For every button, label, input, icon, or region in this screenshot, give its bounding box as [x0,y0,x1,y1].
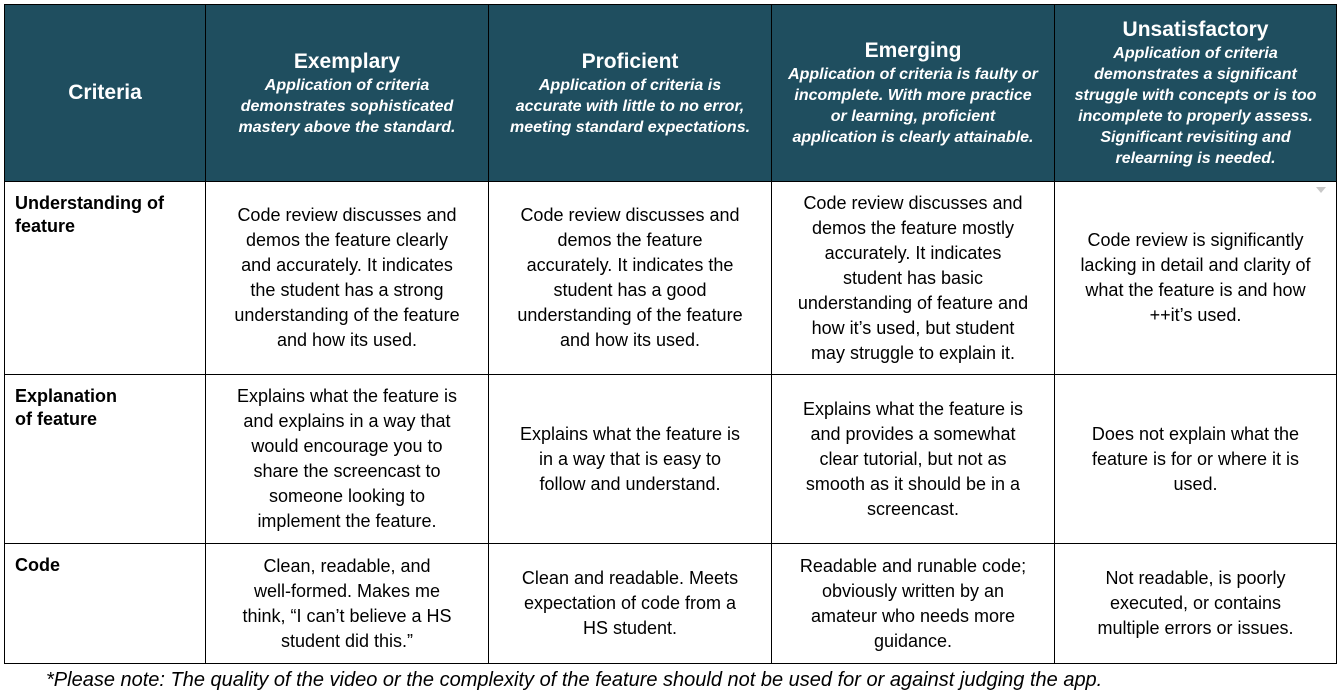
rubric-cell-emerging [772,544,1055,664]
rubric-row-code [5,544,1337,664]
dropdown-arrow-icon[interactable] [1316,187,1326,193]
level-header-proficient [489,5,772,182]
criterion-cell [5,182,206,375]
cell-text: Explains what the feature is in a way that is easy to follow and understand. [519,423,741,494]
level-header-unsatisfactory [1055,5,1337,182]
cell-text: Clean, readable, and well-formed. Makes me think, “I can’t believe a HS student did this.” [242,555,452,651]
level-description: Application of criteria demonstrates sophisticated mastery above the standard. [238,76,456,136]
criterion-cell [5,544,206,664]
cell-text: Does not explain what the feature is for or where it is used. [1091,423,1300,494]
level-title: Emerging [864,39,962,62]
rubric-cell-exemplary [206,544,489,664]
rubric-cell-unsatisfactory [1055,375,1337,544]
rubric-cell-unsatisfactory [1055,544,1337,664]
rubric-cell-exemplary [206,375,489,544]
level-title: Exemplary [293,49,401,73]
level-description: Application of criteria is accurate with little to no error, meeting standard expectations. [509,76,751,136]
cell-text: Explains what the feature is and provides a somewhat clear tutorial, but not as smooth as it should be in a screencast. [802,398,1024,519]
criterion-label: Code [15,555,60,575]
criterion-cell [5,375,206,544]
footnote: *Please note: The quality of the video or the complexity of the feature should not be used for or against judging the app. [46,669,1103,691]
criterion-label: Explanation of feature [15,386,118,429]
rubric-cell-unsatisfactory [1055,182,1337,375]
criteria-header [5,5,206,182]
level-title: Proficient [581,49,679,73]
cell-text: Code review discusses and demos the feature mostly accurately. It indicates student has basic understanding of feature and how it’s used, but student may struggle to explain it. [797,192,1029,363]
rubric-cell-proficient [489,182,772,375]
rubric-table [4,4,1337,664]
cell-text: Code review discusses and demos the feature accurately. It indicates the student has a good understanding of the feature and how its used. [517,205,743,350]
rubric-cell-proficient [489,544,772,664]
level-description: Application of criteria is faulty or incomplete. With more practice or learning, proficient application is clearly attainable. [788,66,1038,146]
cell-text: Explains what the feature is and explains in a way that would encourage you to share the screencast to someone looking to implement the feature. [236,386,458,531]
rubric-cell-emerging [772,182,1055,375]
cell-text: Code review discusses and demos the feature clearly and accurately. It indicates the student has a strong understanding of the feature and how its used. [234,205,460,350]
cell-text: Not readable, is poorly executed, or contains multiple errors or issues. [1097,568,1294,638]
criteria-header-label: Criteria [68,81,142,104]
cell-text: Clean and readable. Meets expectation of code from a HS student. [521,568,739,638]
rubric-cell-exemplary [206,182,489,375]
cell-text: Code review is significantly lacking in detail and clarity of what the feature is and how ++it’s used. [1080,230,1311,325]
level-header-emerging [772,5,1055,182]
level-header-exemplary [206,5,489,182]
level-description: Application of criteria demonstrates a significant struggle with concepts or is too incomplete to properly assess. Significant revisiting and relearning is needed. [1074,45,1317,167]
header-row [5,5,1337,182]
cell-text: Readable and runable code; obviously written by an amateur who needs more guidance. [799,555,1027,651]
level-title: Unsatisfactory [1122,18,1269,41]
rubric-cell-emerging [772,375,1055,544]
criterion-label: Understanding of feature [15,193,164,236]
rubric-row-understanding [5,182,1337,375]
rubric-row-explanation [5,375,1337,544]
rubric-cell-proficient [489,375,772,544]
